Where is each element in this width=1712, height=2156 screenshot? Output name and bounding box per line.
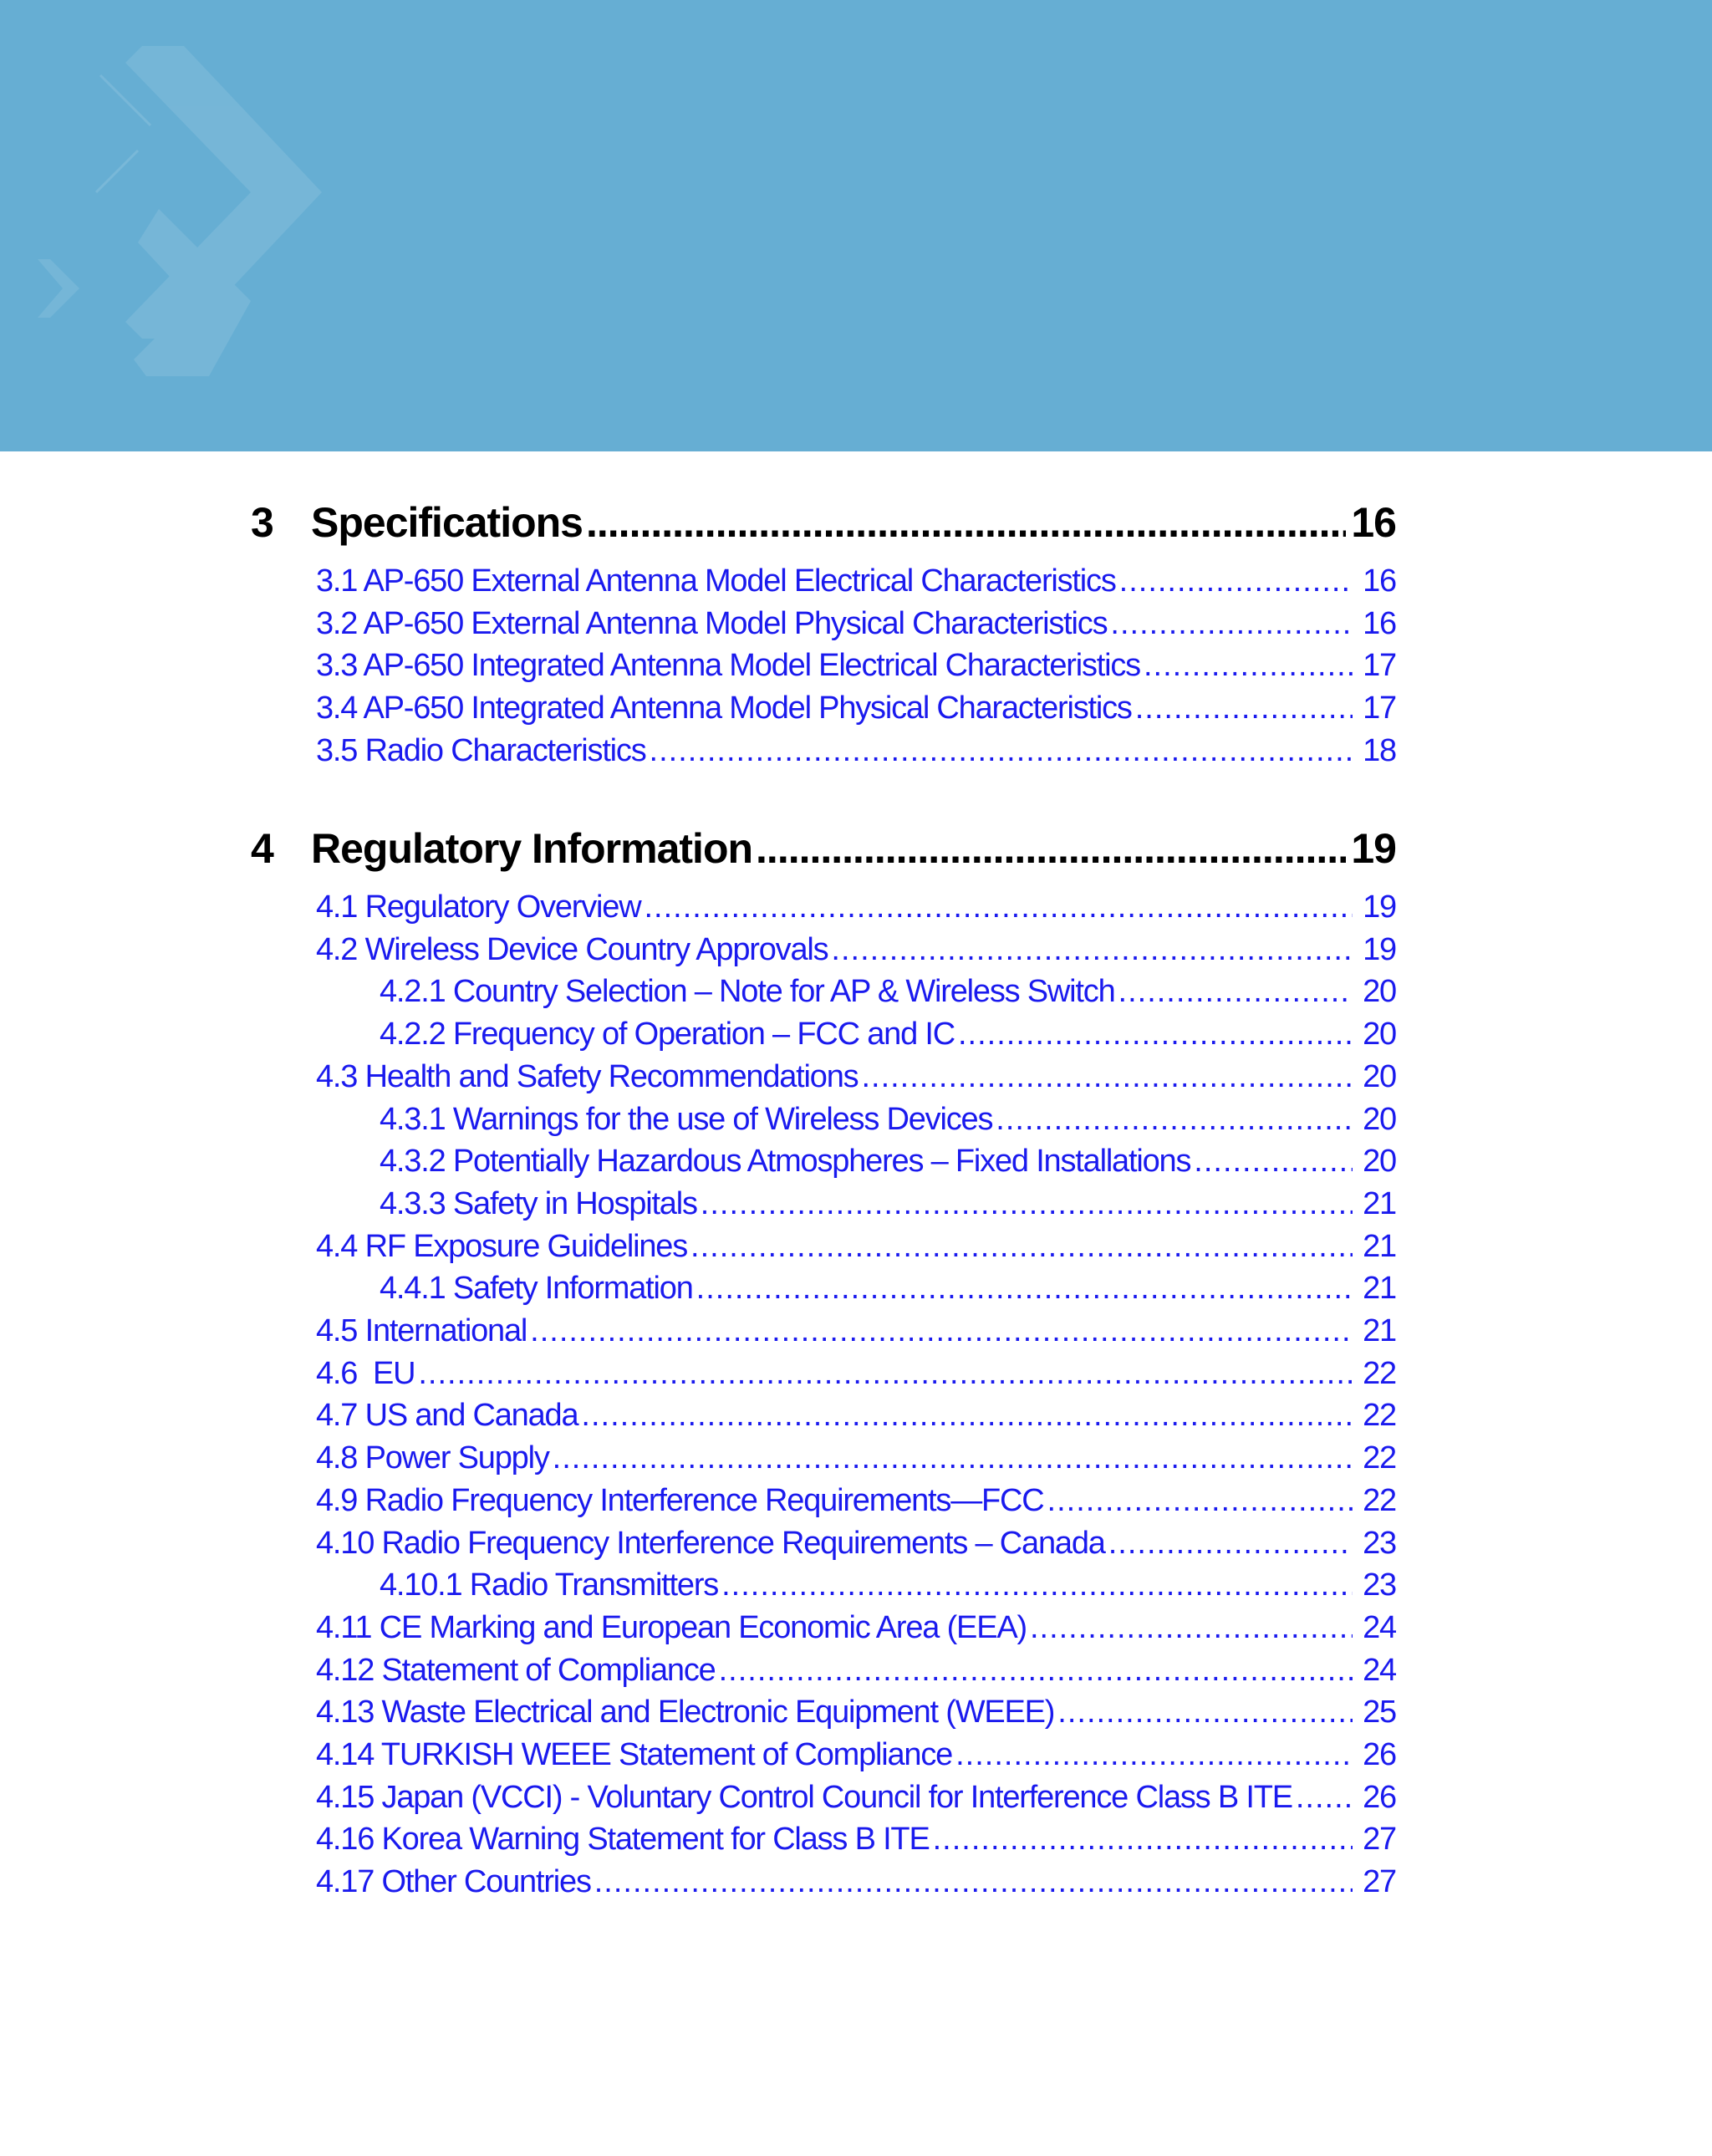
toc-entry-label: 3.3 AP-650 Integrated Antenna Model Electrical Characteristics [316, 648, 1140, 684]
toc-entry-link[interactable] [316, 1610, 1396, 1652]
dot-leader [696, 1271, 1353, 1307]
toc-entry-link[interactable] [316, 1695, 1396, 1736]
toc-entry-label: 3.5 Radio Characteristics [316, 732, 646, 768]
toc-entry-link[interactable] [316, 1356, 1396, 1398]
toc-entry-page-number: 16 [1363, 563, 1396, 599]
toc-entry-label: 4.7 US and Canada [316, 1398, 578, 1434]
toc-entry-label: 4.11 CE Marking and European Economic Area (EEA) [316, 1609, 1027, 1645]
toc-entry-page-number: 21 [1363, 1228, 1396, 1264]
toc-entry-page-number: 22 [1363, 1482, 1396, 1518]
toc-entry-label: 4.4 RF Exposure Guidelines [316, 1228, 688, 1264]
dot-leader [1030, 1610, 1353, 1646]
toc-entry-page-number: 26 [1363, 1779, 1396, 1815]
toc-entry-page-number: 16 [1363, 605, 1396, 641]
toc-entry-page-number: 26 [1363, 1737, 1396, 1772]
dot-leader [581, 1398, 1353, 1434]
toc-entry-label: 4.17 Other Countries [316, 1864, 591, 1900]
toc-entry-page-number: 21 [1363, 1313, 1396, 1348]
dot-leader [418, 1356, 1353, 1392]
toc-entry-link[interactable] [316, 1526, 1396, 1567]
toc-entry-label: 4.13 Waste Electrical and Electronic Equipment (WEEE) [316, 1695, 1055, 1730]
toc-entry-link[interactable] [316, 606, 1396, 648]
chapter-title: Regulatory Information [311, 825, 753, 872]
dot-leader [861, 1059, 1353, 1095]
dot-leader [1057, 1695, 1353, 1730]
toc-entry-page-number: 18 [1363, 732, 1396, 768]
toc-entry-label: 3.2 AP-650 External Antenna Model Physical Characteristics [316, 605, 1108, 641]
dot-leader [1118, 974, 1353, 1010]
dot-leader [553, 1440, 1353, 1476]
toc-entry-page-number: 25 [1363, 1695, 1396, 1730]
toc-entry-link[interactable] [316, 1780, 1396, 1822]
toc-entry-link[interactable] [316, 733, 1396, 775]
toc-entry-link[interactable] [316, 1059, 1396, 1101]
toc-entry-link[interactable] [316, 648, 1396, 690]
dot-leader [1144, 648, 1353, 684]
toc-entry-label: 4.12 Statement of Compliance [316, 1652, 716, 1688]
toc-entry-label: 4.3.1 Warnings for the use of Wireless Devices [380, 1101, 993, 1137]
toc-entry-label: 4.2.1 Country Selection – Note for AP & Wireless Switch [380, 974, 1115, 1010]
toc-entry-page-number: 20 [1363, 1017, 1396, 1053]
dot-leader [955, 1737, 1353, 1773]
toc-entry-label: 4.3.2 Potentially Hazardous Atmospheres – Fixed Installations [380, 1144, 1191, 1180]
dot-leader [1108, 1526, 1353, 1562]
dot-leader [1194, 1144, 1353, 1180]
toc-entry-label: 4.5 International [316, 1313, 527, 1348]
dot-leader [721, 1567, 1353, 1603]
toc-entry-label: 4.2 Wireless Device Country Approvals [316, 931, 828, 967]
toc-entry-label: 3.1 AP-650 External Antenna Model Electrical Characteristics [316, 563, 1116, 599]
dot-leader [1119, 563, 1353, 599]
toc-entry-label: 4.3.3 Safety in Hospitals [380, 1185, 697, 1221]
toc-entry-label: 4.2.2 Frequency of Operation – FCC and IC [380, 1017, 955, 1053]
toc-entry-page-number: 19 [1363, 931, 1396, 967]
dot-leader [586, 498, 1346, 547]
chapter-number: 3 [251, 499, 273, 546]
chapter-title: Specifications [311, 499, 583, 546]
toc-entry-link[interactable] [316, 691, 1396, 732]
chevron-arrow-logo-icon [0, 0, 351, 451]
toc-entry-page-number: 21 [1363, 1271, 1396, 1307]
dot-leader [831, 932, 1353, 968]
chapter-page-number: 16 [1351, 499, 1396, 546]
toc-entry-link[interactable] [316, 932, 1396, 974]
dot-leader [719, 1653, 1353, 1689]
toc-entry-link[interactable] [380, 1017, 1396, 1058]
dot-leader [1110, 606, 1353, 642]
toc-entry-link[interactable] [380, 1144, 1396, 1185]
toc-entry-link[interactable] [316, 1864, 1396, 1906]
toc-chapter-heading[interactable] [251, 824, 1396, 884]
dot-leader [1047, 1483, 1353, 1519]
toc-entry-link[interactable] [316, 1483, 1396, 1525]
toc-entry-page-number: 23 [1363, 1525, 1396, 1561]
chapter-page-number: 19 [1351, 825, 1396, 872]
toc-entry-link[interactable] [316, 1737, 1396, 1779]
toc-entry-page-number: 20 [1363, 1101, 1396, 1137]
dot-leader [933, 1822, 1353, 1858]
toc-entry-link[interactable] [316, 1313, 1396, 1355]
toc-entry-page-number: 22 [1363, 1355, 1396, 1391]
toc-entry-page-number: 17 [1363, 691, 1396, 726]
toc-entry-link[interactable] [316, 1653, 1396, 1695]
toc-entry-page-number: 19 [1363, 889, 1396, 925]
toc-entry-label: 4.14 TURKISH WEEE Statement of Compliance [316, 1737, 953, 1772]
header-banner [0, 0, 1712, 451]
toc-entry-label: 4.4.1 Safety Information [380, 1271, 693, 1307]
toc-entry-label: 4.10 Radio Frequency Interference Requirements – Canada [316, 1525, 1105, 1561]
dot-leader [530, 1313, 1353, 1349]
dot-leader [701, 1186, 1353, 1222]
toc-entry-page-number: 27 [1363, 1864, 1396, 1900]
toc-entry-page-number: 20 [1363, 974, 1396, 1010]
toc-entry-link[interactable] [316, 1822, 1396, 1863]
toc-entry-link[interactable] [316, 1440, 1396, 1482]
toc-entry-page-number: 17 [1363, 648, 1396, 684]
toc-entry-label: 4.10.1 Radio Transmitters [380, 1567, 719, 1603]
toc-entry-page-number: 27 [1363, 1822, 1396, 1858]
toc-entry-page-number: 20 [1363, 1058, 1396, 1094]
chapter-number: 4 [251, 825, 273, 872]
toc-entry-label: 3.4 AP-650 Integrated Antenna Model Physical Characteristics [316, 691, 1132, 726]
toc-entry-link[interactable] [316, 1229, 1396, 1271]
toc-entry-label: 4.9 Radio Frequency Interference Requirements—FCC [316, 1482, 1044, 1518]
dot-leader [1296, 1780, 1353, 1816]
dot-leader [644, 889, 1353, 925]
dot-leader [996, 1102, 1353, 1138]
toc-entry-label: 4.1 Regulatory Overview [316, 889, 641, 925]
toc-entry-label: 4.15 Japan (VCCI) - Voluntary Control Council for Interference Class B ITE [316, 1779, 1292, 1815]
toc-entry-page-number: 20 [1363, 1144, 1396, 1180]
toc-entry-page-number: 22 [1363, 1398, 1396, 1434]
toc-entry-page-number: 22 [1363, 1440, 1396, 1476]
dot-leader [650, 733, 1353, 769]
toc-entry-link[interactable] [316, 889, 1396, 931]
toc-entry-link[interactable] [380, 1271, 1396, 1312]
toc-chapter-heading[interactable] [251, 498, 1396, 558]
dot-leader [594, 1864, 1353, 1900]
toc-entry-link[interactable] [316, 563, 1396, 605]
toc-entry-label: 4.16 Korea Warning Statement for Class B ITE [316, 1822, 930, 1858]
toc-entry-link[interactable] [380, 1102, 1396, 1144]
toc-entry-page-number: 23 [1363, 1567, 1396, 1603]
toc-entry-page-number: 21 [1363, 1185, 1396, 1221]
toc-entry-label: 4.8 Power Supply [316, 1440, 549, 1476]
dot-leader [690, 1229, 1353, 1265]
toc-entry-link[interactable] [380, 1567, 1396, 1609]
dot-leader [756, 824, 1346, 873]
toc-entry-page-number: 24 [1363, 1652, 1396, 1688]
toc-entry-page-number: 24 [1363, 1609, 1396, 1645]
toc-entry-label: 4.6 EU [316, 1355, 415, 1391]
toc-entry-link[interactable] [380, 1186, 1396, 1228]
toc-entry-link[interactable] [316, 1398, 1396, 1440]
toc-entry-link[interactable] [380, 974, 1396, 1016]
toc-entry-label: 4.3 Health and Safety Recommendations [316, 1058, 859, 1094]
dot-leader [958, 1017, 1353, 1053]
dot-leader [1135, 691, 1353, 726]
